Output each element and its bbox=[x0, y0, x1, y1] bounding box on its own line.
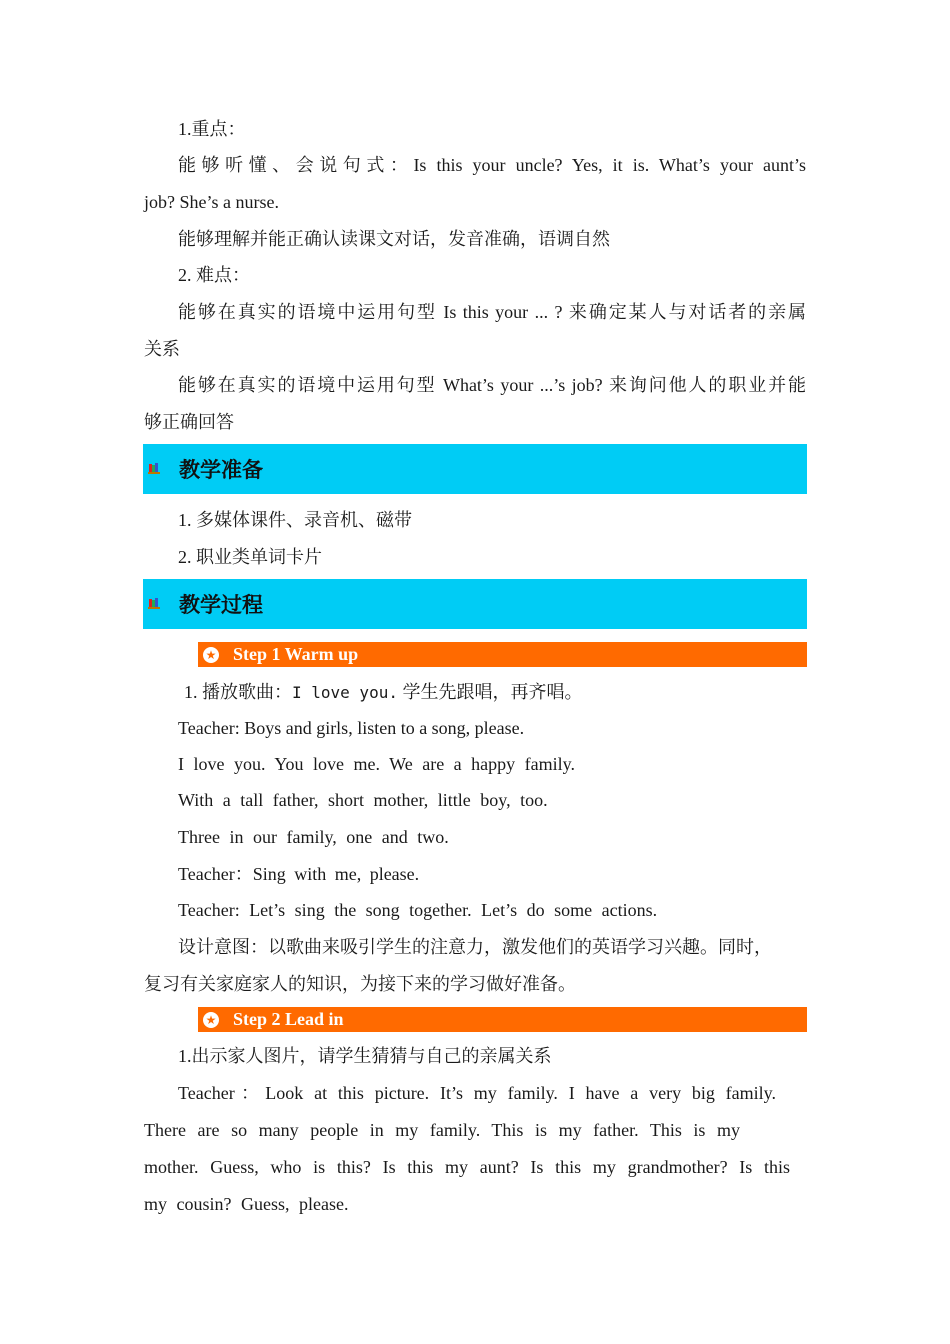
star-circle-icon: ★ bbox=[203, 647, 219, 663]
step1-intro-suffix: 学生先跟唱，再齐唱。 bbox=[397, 682, 583, 702]
process-title: 教学过程 bbox=[179, 593, 263, 617]
preparation-item-2: 2. 职业类单词卡片 bbox=[178, 547, 322, 567]
difficulties-line2b: 够正确回答 bbox=[144, 412, 234, 432]
step1-intro bbox=[184, 681, 582, 704]
step1-line-3: With a tall father, short mother, little boy, too. bbox=[178, 790, 548, 810]
step1-line-4: Three in our family, one and two. bbox=[178, 827, 449, 847]
step1-line-2: I love you. You love me. We are a happy family. bbox=[178, 754, 575, 774]
step1-design-b: 复习有关家庭家人的知识，为接下来的学习做好准备。 bbox=[144, 974, 576, 994]
step2-intro: 1.出示家人图片，请学生猜猜与自己的亲属关系 bbox=[178, 1046, 552, 1066]
difficulties-line1b: 关系 bbox=[144, 339, 180, 359]
book-bullet-icon bbox=[147, 462, 161, 476]
step1-line-1: Teacher: Boys and girls, listen to a song, please. bbox=[178, 718, 525, 738]
step1-label: Step 1 Warm up bbox=[233, 644, 359, 664]
key-points-line2: 能够理解并能正确认读课文对话，发音准确，语调自然 bbox=[178, 229, 610, 249]
step2-header bbox=[198, 1007, 807, 1032]
step2-line-2: There are so many people in my family. This is my father. This is my bbox=[144, 1120, 740, 1140]
step2-line-3: mother. Guess, who is this? Is this my aunt? Is this my grandmother? Is this bbox=[144, 1157, 790, 1177]
key-points-line1b: job? She’s a nurse. bbox=[144, 192, 279, 212]
step1-line-6: Teacher: Let’s sing the song together. Let’s do some actions. bbox=[178, 900, 658, 920]
step2-line-1: Teacher：Look at this picture. It’s my family. I have a very big family. bbox=[178, 1083, 776, 1103]
step1-intro-prefix: 1. 播放歌曲： bbox=[184, 682, 292, 702]
preparation-title: 教学准备 bbox=[179, 458, 263, 482]
preparation-section-header bbox=[143, 444, 807, 494]
process-section-header bbox=[143, 579, 807, 629]
book-bullet-icon bbox=[147, 597, 161, 611]
difficulties-heading: 2. 难点： bbox=[178, 265, 250, 285]
step1-header bbox=[198, 642, 807, 667]
preparation-item-1: 1. 多媒体课件、录音机、磁带 bbox=[178, 510, 412, 530]
key-points-heading: 1.重点： bbox=[178, 119, 246, 139]
step1-line-5: Teacher：Sing with me, please. bbox=[178, 864, 420, 884]
difficulties-line1a: 能够在真实的语境中运用句型 Is this your ... ? 来确定某人与对话者的亲属 bbox=[178, 302, 806, 322]
step2-label: Step 2 Lead in bbox=[233, 1009, 344, 1029]
step1-intro-song: I love you. bbox=[292, 683, 398, 702]
key-points-line1a: 能够听懂、会说句式：Is this your uncle? Yes, it is. What’s your aunt’s bbox=[178, 155, 806, 175]
difficulties-line2a: 能够在真实的语境中运用句型 What’s your ...’s job? 来询问他人的职业并能 bbox=[178, 375, 806, 395]
star-circle-icon: ★ bbox=[203, 1012, 219, 1028]
step1-design-a: 设计意图：以歌曲来吸引学生的注意力，激发他们的英语学习兴趣。同时， bbox=[178, 937, 772, 957]
step2-line-4: my cousin? Guess, please. bbox=[144, 1194, 349, 1214]
